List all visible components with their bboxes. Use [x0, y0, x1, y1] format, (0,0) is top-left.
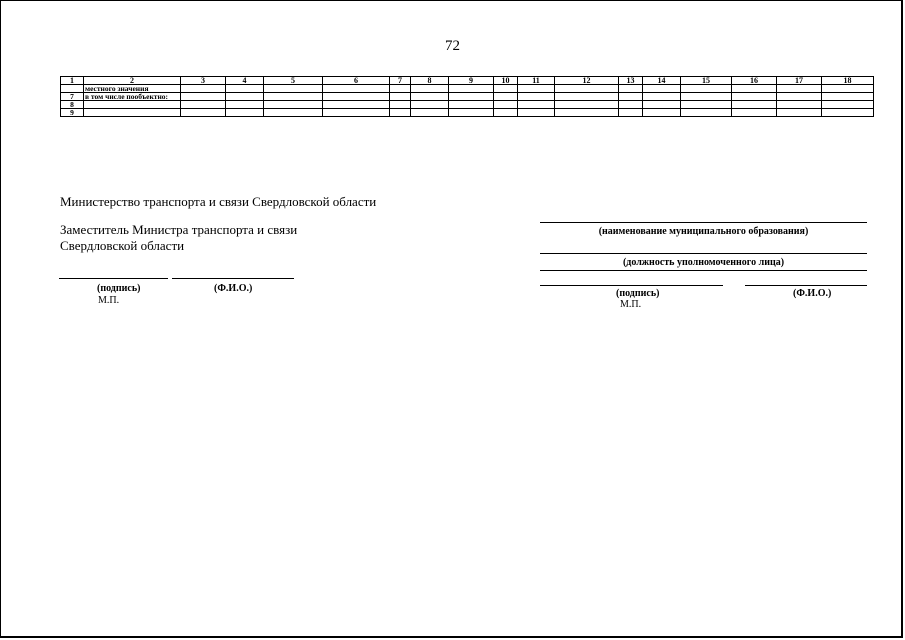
column-header: 17 [777, 77, 822, 85]
table-cell [822, 109, 874, 117]
table-cell [449, 93, 494, 101]
column-header: 14 [643, 77, 681, 85]
data-table [60, 76, 874, 117]
row-label [84, 101, 181, 109]
row-number: 9 [61, 109, 84, 117]
page-number: 72 [445, 38, 460, 54]
table-cell [494, 85, 518, 93]
column-header: 3 [181, 77, 226, 85]
column-header: 12 [555, 77, 619, 85]
position-line [540, 253, 867, 254]
table-cell [411, 85, 449, 93]
table-cell [555, 85, 619, 93]
table-cell [822, 85, 874, 93]
table-cell [643, 101, 681, 109]
municipality-caption: (наименование муниципального образования) [598, 226, 809, 237]
table-header-row [61, 77, 874, 85]
table-cell [494, 101, 518, 109]
column-header: 5 [264, 77, 323, 85]
table-cell [518, 109, 555, 117]
left-stamp-label: М.П. [98, 295, 120, 306]
right-signature-caption: (подпись) [616, 288, 660, 299]
table-cell [777, 85, 822, 93]
left-name-caption: (Ф.И.О.) [214, 283, 253, 294]
table-cell [390, 109, 411, 117]
table-cell [411, 93, 449, 101]
table-cell [449, 101, 494, 109]
column-header: 13 [619, 77, 643, 85]
table-cell [449, 109, 494, 117]
table-cell [555, 101, 619, 109]
right-signature-line [540, 285, 723, 286]
right-name-caption: (Ф.И.О.) [793, 288, 832, 299]
table-cell [619, 85, 643, 93]
row-number: 7 [61, 93, 84, 101]
table-cell [777, 109, 822, 117]
table-cell [619, 101, 643, 109]
table-cell [323, 101, 390, 109]
table-cell [323, 85, 390, 93]
left-name-line [172, 278, 294, 279]
table-cell [181, 93, 226, 101]
column-header: 16 [732, 77, 777, 85]
row-number: 8 [61, 101, 84, 109]
table-cell [323, 109, 390, 117]
table-cell [643, 109, 681, 117]
table-cell [732, 101, 777, 109]
table-cell [555, 109, 619, 117]
table-cell [822, 93, 874, 101]
column-header: 15 [681, 77, 732, 85]
table-cell [181, 109, 226, 117]
table-cell [390, 101, 411, 109]
table-cell [681, 85, 732, 93]
table-cell [264, 93, 323, 101]
table-cell [264, 109, 323, 117]
table-cell [643, 93, 681, 101]
table-cell [390, 85, 411, 93]
table-row [61, 109, 874, 117]
column-header: 7 [390, 77, 411, 85]
table-cell [681, 109, 732, 117]
column-header: 2 [84, 77, 181, 85]
table-row [61, 85, 874, 93]
column-header: 11 [518, 77, 555, 85]
table-cell [264, 85, 323, 93]
table-cell [732, 93, 777, 101]
column-header: 6 [323, 77, 390, 85]
table-cell [555, 93, 619, 101]
deputy-title-line1: Заместитель Министра транспорта и связи [60, 222, 298, 237]
table-cell [518, 101, 555, 109]
table-cell [226, 109, 264, 117]
municipality-line [540, 222, 867, 223]
table-cell [777, 93, 822, 101]
row-label: в том числе пообъектно: [84, 93, 181, 101]
table-cell [518, 93, 555, 101]
table-cell [494, 93, 518, 101]
row-label: местного значения [84, 85, 181, 93]
table-cell [226, 101, 264, 109]
column-header: 9 [449, 77, 494, 85]
table-cell [411, 109, 449, 117]
position-caption: (должность уполномоченного лица) [622, 257, 785, 268]
table-cell [449, 85, 494, 93]
table-cell [619, 109, 643, 117]
right-name-line [745, 285, 867, 286]
table-row [61, 101, 874, 109]
table-cell [226, 85, 264, 93]
column-header: 10 [494, 77, 518, 85]
table-cell [681, 101, 732, 109]
left-signature-line [59, 278, 168, 279]
table-cell [518, 85, 555, 93]
left-signature-caption: (подпись) [97, 283, 141, 294]
table-cell [643, 85, 681, 93]
row-label [84, 109, 181, 117]
deputy-title [60, 222, 297, 254]
table-cell [181, 101, 226, 109]
ministry-title: Министерство транспорта и связи Свердловской области [60, 194, 377, 209]
right-stamp-label: М.П. [620, 299, 642, 310]
table-cell [226, 93, 264, 101]
table-cell [494, 109, 518, 117]
table-cell [732, 85, 777, 93]
table-cell [323, 93, 390, 101]
table-cell [732, 109, 777, 117]
table-cell [822, 101, 874, 109]
row-number [61, 85, 84, 93]
table-cell [181, 85, 226, 93]
table-cell [264, 101, 323, 109]
table-cell [619, 93, 643, 101]
table-cell [777, 101, 822, 109]
deputy-title-line2: Свердловской области [60, 238, 185, 253]
column-header: 4 [226, 77, 264, 85]
column-header: 1 [61, 77, 84, 85]
column-header: 18 [822, 77, 874, 85]
table-row [61, 93, 874, 101]
column-header: 8 [411, 77, 449, 85]
table-cell [411, 101, 449, 109]
table-cell [390, 93, 411, 101]
table-cell [681, 93, 732, 101]
position-extra-line [540, 270, 867, 271]
